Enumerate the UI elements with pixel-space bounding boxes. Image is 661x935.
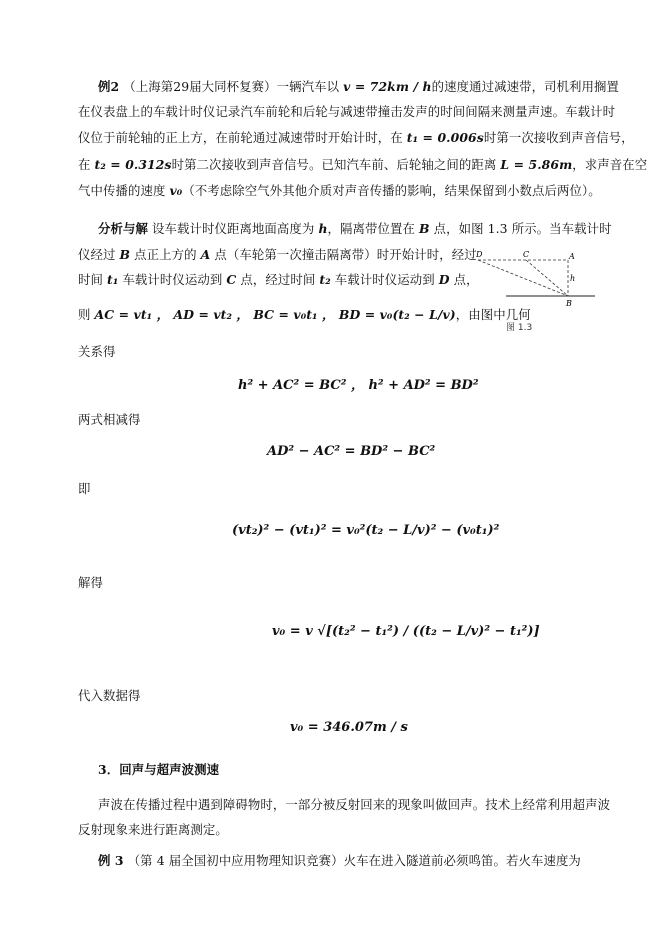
equation-1: h² + AC² = BC² ， h² + AD² = BD²: [238, 378, 479, 393]
analysis-label: 分析与解: [98, 221, 148, 236]
text-substitute: 代入数据得: [78, 688, 141, 703]
text-ji: 即: [78, 481, 91, 496]
section-3-para-line-1: 声波在传播过程中遇到障碍物时，一部分被反射回来的现象叫做回声。技术上经常利用超声波: [98, 797, 611, 812]
example3-line-1: 例 3 （第 4 届全国初中应用物理知识竞赛）火车在进入隧道前必须鸣笛。若火车速度为: [98, 853, 581, 868]
section-3-para-line-2: 反射现象来进行距离测定。: [78, 822, 228, 837]
figure-1-3: [470, 244, 598, 336]
equation-5-result: v₀ = 346.07m / s: [290, 720, 408, 735]
section-3-title: 3．回声与超声波测速: [98, 762, 220, 777]
analysis-line-3: 时间 t₁ 车载计时仪运动到 C 点，经过时间 t₂ 车载计时仪运动到 D 点，: [78, 272, 479, 287]
label-h: h: [570, 274, 576, 283]
line-CB: [526, 260, 568, 296]
label-D: D: [476, 250, 483, 259]
example3-label: 例 3: [98, 853, 124, 868]
text-solve: 解得: [78, 575, 103, 590]
velocity-relations: AC = vt₁ ， AD = vt₂ ， BC = v₀t₁ ， BD = v₀(t₂ − L/v): [94, 307, 456, 322]
text-subtract: 两式相减得: [78, 412, 141, 427]
equation-3: (vt₂)² − (vt₁)² = v₀²(t₂ − L/v)² − (v₀t₁)²: [232, 523, 500, 538]
example2-line-4: 在 t₂ = 0.312s时第二次接收到声音信号。已知汽车前、后轮轴之间的距离 L = 5.86m，求声音在空: [78, 157, 648, 172]
example2-line-1: 例2 （上海第29届大同杯复赛）一辆汽车以 v = 72km / h的速度通过减速带，司机利用搁置: [98, 79, 619, 94]
example2-label: 例2: [98, 79, 120, 94]
example2-line-2: 在仪表盘上的车载计时仪记录汽车前轮和后轮与减速带撞击发声的时间间隔来测量声速。车载计时: [78, 104, 616, 119]
analysis-line-4: 则 AC = vt₁ ， AD = vt₂ ， BC = v₀t₁ ， BD = v₀(t₂ − L/v)，由图中几何: [78, 307, 531, 322]
equation-4: v₀ = v √[(t₂² − t₁²) / ((t₂ − L/v)² − t₁²)]: [272, 624, 540, 639]
figure-caption: 图 1.3: [506, 323, 533, 333]
label-C: C: [523, 250, 530, 259]
line-DB: [478, 260, 568, 296]
label-A: A: [569, 252, 575, 261]
equation-2: AD² − AC² = BD² − BC²: [267, 444, 436, 459]
analysis-line-1: 分析与解 设车载计时仪距离地面高度为 h，隔离带位置在 B 点，如图 1.3 所示。当车载计时: [98, 221, 612, 236]
analysis-line-2: 仪经过 B 点正上方的 A 点（车轮第一次撞击隔离带）时开始计时，经过: [78, 247, 477, 262]
example2-line-5: 气中传播的速度 v₀（不考虑除空气外其他介质对声音传播的影响，结果保留到小数点后两位）。: [78, 183, 601, 198]
label-B: B: [566, 299, 572, 308]
example2-line-3: 仪位于前轮轴的正上方，在前轮通过减速带时开始计时，在 t₁ = 0.006s时第一次接收到声音信号，: [78, 130, 634, 145]
analysis-line-5: 关系得: [78, 344, 116, 359]
